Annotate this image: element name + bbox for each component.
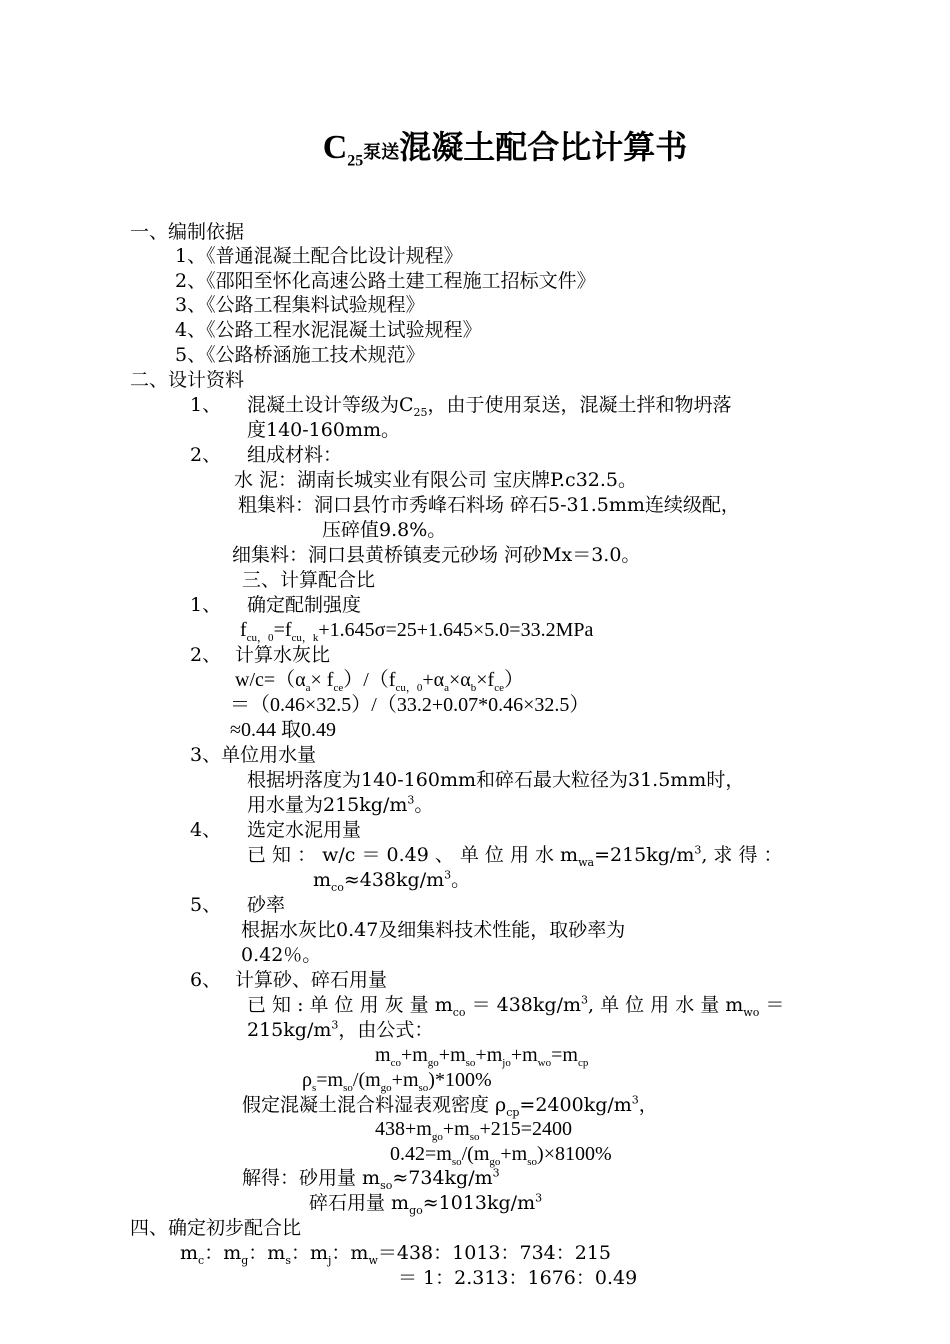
item-number: 1、 — [190, 394, 222, 416]
paragraph-line: 已 知 : 单 位 用 灰 量 $m_{co} = 438kg/m^3$, 单 位 用 水 量 $m_{wo}$ ＝ — [247, 993, 785, 1019]
paragraph-line: $215kg/m^3$，由公式： — [247, 1018, 434, 1041]
item-heading: 3、单位用水量 — [190, 744, 317, 766]
paragraph-line: 已 知 ： w/c ＝ 0.49 、 单 位 用 水 $m_{wa}=215kg/m^3$, 求 得 ： — [247, 843, 783, 869]
item-heading: 计算砂、碎石用量 — [235, 969, 388, 991]
paragraph-line: 用水量为$215kg/m^3$。 — [247, 793, 434, 816]
formula-sand-ratio: $\rho_s=m_{so}/(m_{go}+m_{so})*100\%$ — [302, 1069, 492, 1094]
list-item: 1、《普通混凝土配合比设计规程》 — [175, 245, 463, 267]
item-number: 2、 — [190, 444, 222, 466]
section-heading: 一、编制依据 — [130, 221, 245, 243]
formula-wc: $w/c=(\alpha_a\times f_{ce})/(f_{cu,0}+\alpha_a\times\alpha_b\times f_{ce})$ — [235, 669, 524, 694]
item-number: 1、 — [190, 594, 222, 616]
item-number: 6、 — [190, 969, 222, 991]
list-item: 5、《公路桥涵施工技术规范》 — [175, 344, 425, 366]
item-heading: 选定水泥用量 — [247, 819, 362, 841]
list-item: 2、《邵阳至怀化高速公路土建工程施工招标文件》 — [175, 270, 596, 292]
material-fine: 细集料：洞口县黄桥镇麦元砂场 河砂Mx＝3.0。 — [232, 544, 641, 566]
item-heading: 砂率 — [247, 894, 286, 916]
paragraph-line: 根据水灰比0.47及细集料技术性能，取砂率为 — [241, 919, 626, 941]
item-heading: 计算水灰比 — [235, 644, 331, 666]
item-heading: 组成材料： — [247, 444, 343, 466]
paragraph-line: 混凝土设计等级为$C_{25}$，由于使用泵送，混凝土拌和物坍落 — [247, 394, 732, 419]
paragraph-line: $m_{co}\approx 438kg/m^3$。 — [313, 868, 471, 894]
paragraph-line: 根据坍落度为140-160mm和碎石最大粒径为31.5mm时， — [247, 769, 745, 791]
paragraph-line: 0.42％。 — [241, 944, 322, 966]
list-item: 3、《公路工程集料试验规程》 — [175, 294, 425, 316]
formula-strength: $f_{cu,0}=f_{cu,k}+1.645\sigma=25+1.645\times 5.0=33.2MPa$ — [240, 619, 594, 644]
solution-sand: 解得：砂用量 $m_{so}\approx 734kg/m^3$ — [242, 1166, 500, 1192]
material-coarse: 粗集料：洞口县竹市秀峰石料场 碎石5-31.5mm连续级配， — [238, 494, 740, 516]
item-number: 5、 — [190, 894, 222, 916]
formula-ratio-eq: $0.42=m_{so}/(m_{go}+m_{so})\times 8100\%$ — [390, 1143, 612, 1168]
section-heading: 二、设计资料 — [130, 369, 245, 391]
formula-wc-result: ≈0.44 取0.49 — [230, 719, 336, 741]
formula-mass-eq: $438+m_{go}+m_{so}+215=2400$ — [375, 1118, 573, 1143]
solution-gravel: 碎石用量 $m_{go}\approx 1013kg/m^3$ — [309, 1191, 543, 1217]
material-cement: 水 泥：湖南长城实业有限公司 宝庆牌P.c32.5。 — [234, 469, 637, 491]
item-number: 4、 — [190, 819, 222, 841]
mix-ratio-mass: $m_c$：$m_g$：$m_s$：$m_j$：$m_w=438$：1013：734：215 — [180, 1242, 612, 1267]
formula-mass-sum: $m_{co}+m_{go}+m_{so}+m_{jo}+m_{wo}=m_{cp}$ — [375, 1044, 589, 1069]
paragraph-line: 假定混凝土混合料湿表观密度 $\rho_{cp}=2400kg/m^3$， — [242, 1093, 658, 1119]
item-number: 2、 — [190, 644, 222, 666]
paragraph-line: 度140-160mm。 — [247, 419, 400, 441]
formula-wc-calc: ＝（0.46×32.5）/（33.2+0.07*0.46×32.5） — [230, 694, 590, 716]
page-title: $C_{25}$泵送混凝土配合比计算书 — [322, 128, 688, 170]
mix-ratio-normalized: ＝ 1：2.313：1676：0.49 — [398, 1267, 638, 1289]
item-heading: 确定配制强度 — [247, 594, 362, 616]
material-coarse-cont: 压碎值9.8%。 — [322, 519, 447, 541]
list-item: 4、《公路工程水泥混凝土试验规程》 — [175, 319, 482, 341]
section-heading: 四、确定初步配合比 — [130, 1217, 302, 1239]
section-heading: 三、计算配合比 — [242, 569, 376, 591]
